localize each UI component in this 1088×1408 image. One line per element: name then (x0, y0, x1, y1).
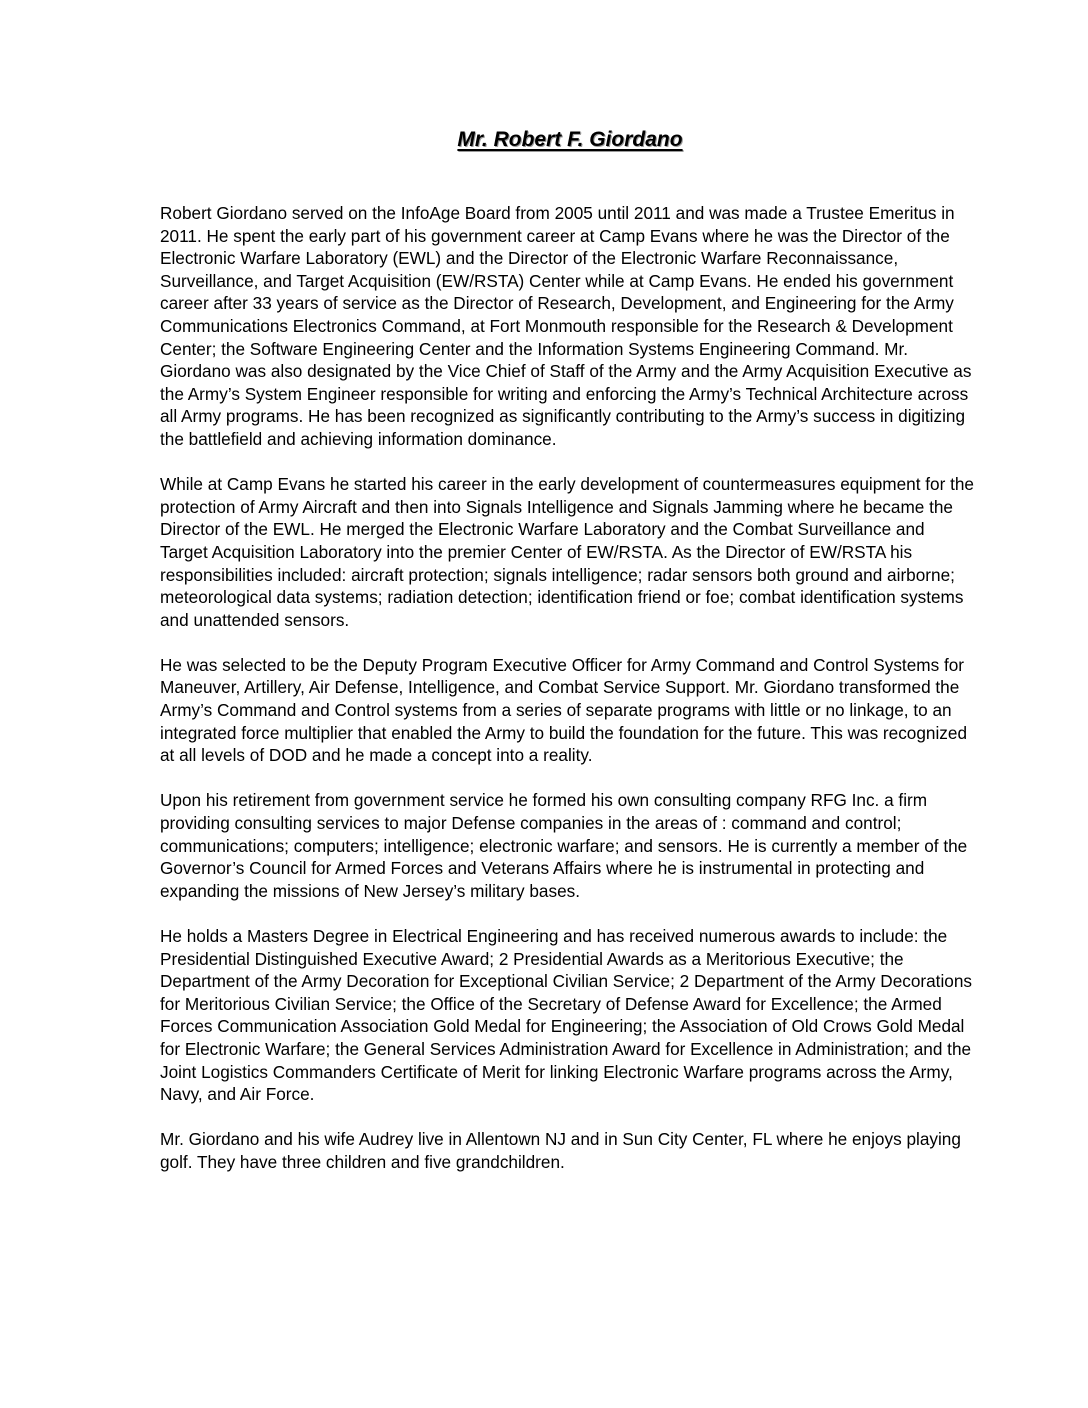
paragraph-awards: He holds a Masters Degree in Electrical Engineering and has received numerous awards to include: the Presidential Distinguished Executive Award; 2 Presidential Awards as a Meritorious Executive; the Department of the Army Decoration for Exceptional Civilian Service; 2 Department of the Army Decorations for Meritorious Civilian Service; the Office of the Secretary of Defense Award for Excellence; the Armed Forces Communication Association Gold Medal for Engineering; the Association of Old Crows Gold Medal for Electronic Warfare; the General Services Administration Award for Excellence in Administration; and the Joint Logistics Commanders Certificate of Merit for linking Electronic Warfare programs across the Army, Navy, and Air Force. (160, 926, 972, 1105)
paragraph-personal: Mr. Giordano and his wife Audrey live in Allentown NJ and in Sun City Center, FL where he enjoys playing golf. They have three children and five grandchildren. (160, 1129, 961, 1172)
paragraph-career-overview: Robert Giordano served on the InfoAge Board from 2005 until 2011 and was made a Trustee Emeritus in 2011. He spent the early part of his government career at Camp Evans where he was the Director of the Electronic Warfare Laboratory (EWL) and the Director of the Electronic Warfare Reconnaissance, Surveillance, and Target Acquisition (EW/RSTA) Center while at Camp Evans. He ended his government career after 33 years of service as the Director of Research, Development, and Engineering for the Army Communications Electronics Command, at Fort Monmouth responsible for the Research & Development Center; the Software Engineering Center and the Information Systems Engineering Command. Mr. Giordano was also designated by the Vice Chief of Staff of the Army and the Army Acquisition Executive as the Army’s System Engineer responsible for writing and enforcing the Army’s Technical Architecture across all Army programs. He has been recognized as significantly contributing to the Army’s success in digitizing the battlefield and achieving information dominance. (160, 203, 972, 449)
biography-body (160, 202, 975, 1196)
paragraph-retirement: Upon his retirement from government service he formed his own consulting company RFG Inc. a firm providing consulting services to major Defense companies in the areas of : command and control; communications; computers; intelligence; electronic warfare; and sensors. He is currently a member of the Governor’s Council for Armed Forces and Veterans Affairs where he is instrumental in protecting and expanding the missions of New Jersey’s military bases. (160, 790, 968, 901)
page-title: Mr. Robert F. Giordano (457, 128, 683, 151)
paragraph-deputy-peo: He was selected to be the Deputy Program Executive Officer for Army Command and Control Systems for Maneuver, Artillery, Air Defense, Intelligence, and Combat Service Support. Mr. Giordano transformed the Army’s Command and Control systems from a series of separate programs with little or no linkage, to an integrated force multiplier that enabled the Army to build the foundation for the future. This was recognized at all levels of DOD and he made a concept into a reality. (160, 654, 968, 766)
paragraph-camp-evans: While at Camp Evans he started his career in the early development of countermeasures equipment for the protection of Army Aircraft and then into Signals Intelligence and Signals Jamming where he became the Director of the EWL. He merged the Electronic Warfare Laboratory and the Combat Surveillance and Target Acquisition Laboratory into the premier Center of EW/RSTA. As the Director of EW/RSTA his responsibilities included: aircraft protection; signals intelligence; radar sensors both ground and airborne; meteorological data systems; radiation detection; identification friend or foe; combat identification systems and unattended sensors. (160, 474, 974, 630)
